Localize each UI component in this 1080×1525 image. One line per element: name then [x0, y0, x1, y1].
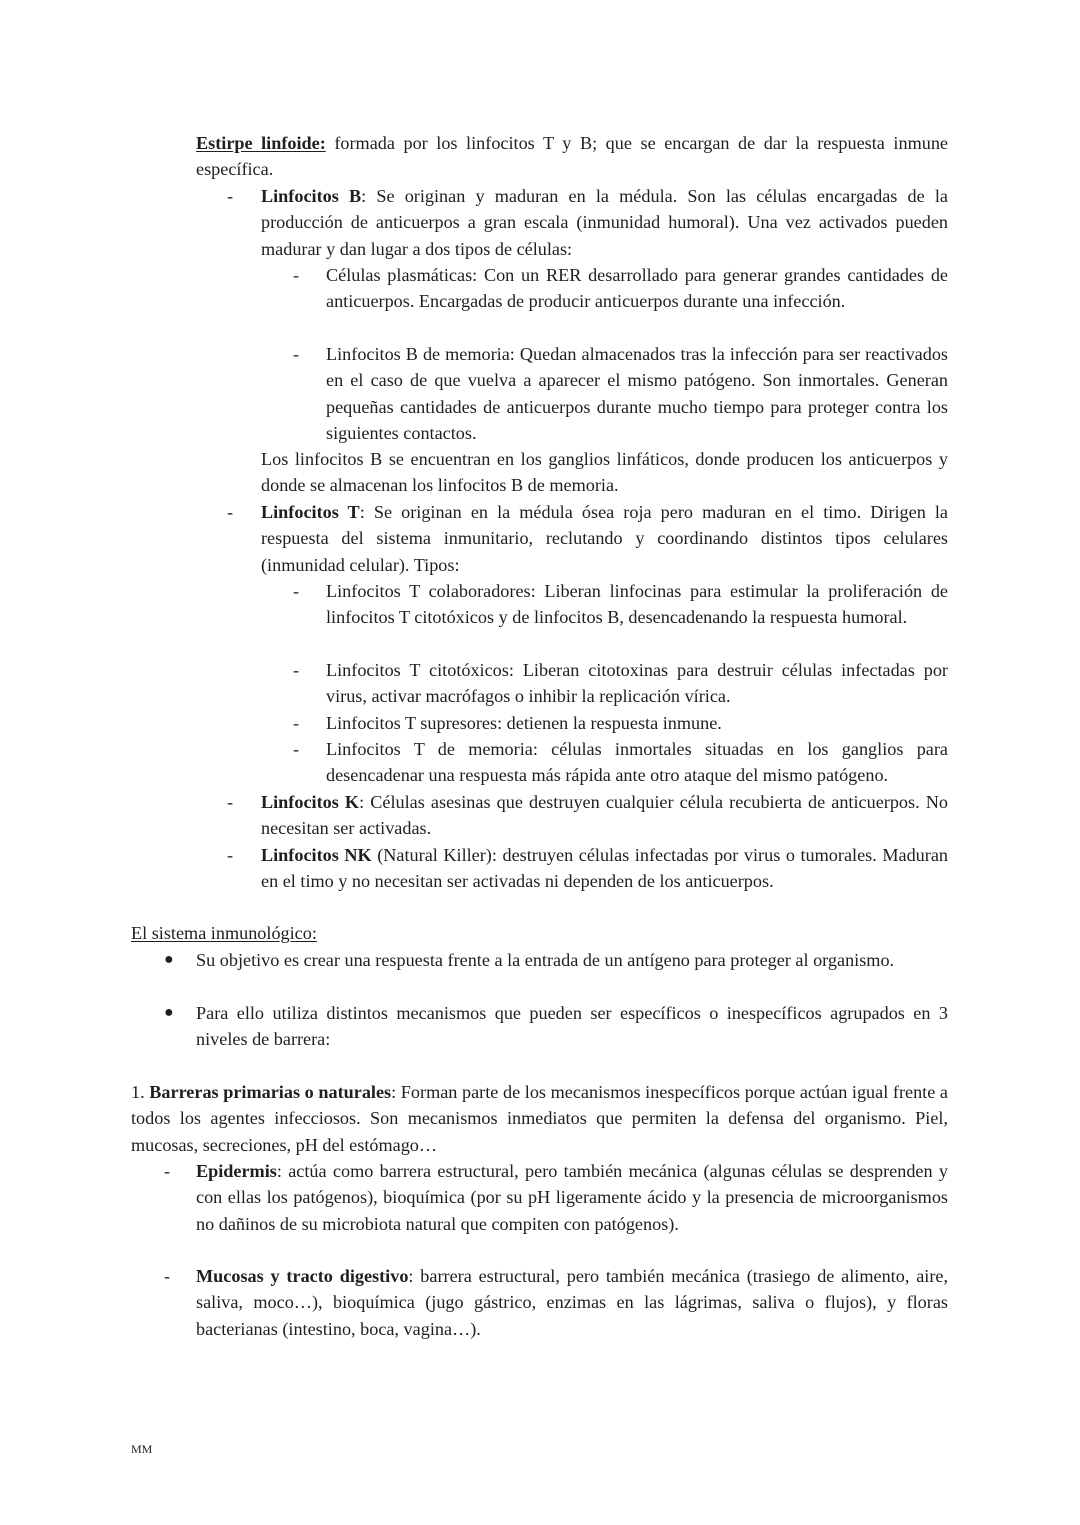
sistema-bullet-item: Su objetivo es crear una respuesta frente a la entrada de un antígeno para proteger al organismo. [196, 950, 895, 970]
linfocitos-k-item [261, 789, 948, 842]
linfocitos-b-sub-item: Células plasmáticas: Con un RER desarrollado para generar grandes cantidades de anticuerpos. Encargadas de producir anticuerpos durante una infección. [326, 265, 948, 312]
barreras-item-text: : actúa como barrera estructural, pero también mecánica (algunas células se desprenden y con ellas los patógenos), bioquímica (por su pH ligeramente ácido y la presencia de microorganismos no dañinos de su microbiota natural que compiten con patógenos). [196, 1161, 948, 1234]
dash-bullet: - [293, 344, 300, 364]
dash-bullet: - [293, 739, 300, 759]
linfocitos-b-text: : Se originan y maduran en la médula. Son las células encargadas de la producción de anticuerpos a gran escala (inmunidad humoral). Una vez activados pueden madurar y dan lugar a dos tipos de células: [261, 186, 949, 259]
sistema-bullet-item: Para ello utiliza distintos mecanismos que pueden ser específicos o inespecíficos agrupados en 3 niveles de barrera: [196, 1003, 948, 1050]
linfocitos-b-title: Linfocitos B [261, 186, 362, 206]
linfocitos-t-sub-item: Linfocitos T colaboradores: Liberan linfocinas para estimular la proliferación de linfocitos T citotóxicos y de linfocitos B, desencadenando la respuesta humoral. [326, 581, 948, 628]
dash-bullet: - [293, 713, 300, 733]
linfocitos-t-text: : Se originan en la médula ósea roja pero maduran en el timo. Dirigen la respuesta del sistema inmunitario, reclutando y coordinando distintos tipos celulares (inmunidad celular). Tipos: [261, 502, 948, 575]
linfocitos-t-title: Linfocitos T [261, 502, 360, 522]
dash-bullet: - [227, 186, 234, 206]
page-footer-initials: MM [131, 1442, 153, 1456]
barreras-item [196, 1158, 948, 1237]
linfocitos-b-note: Los linfocitos B se encuentran en los ganglios linfáticos, donde producen los anticuerpos y donde se almacenan los linfocitos B de memoria. [261, 449, 948, 496]
barreras-paragraph [131, 1079, 948, 1158]
linfoide-intro [196, 130, 948, 183]
dash-bullet: - [164, 1161, 171, 1181]
barreras-item-title: Mucosas y tracto digestivo [196, 1266, 409, 1286]
dash-bullet: - [227, 502, 234, 522]
dash-bullet: - [293, 265, 300, 285]
linfocitos-b-item [261, 183, 948, 262]
linfocitos-t-sub-item: Linfocitos T supresores: detienen la respuesta inmune. [326, 713, 722, 733]
dash-bullet: - [293, 660, 300, 680]
bullet-dot: ● [164, 951, 174, 968]
barreras-item-text: : barrera estructural, pero también mecánica (trasiego de alimento, aire, saliva, moco…), bioquímica (jugo gástrico, enzimas en las lágrimas, saliva o flujos), y floras bacterianas (intestino, boca, vagina…). [196, 1266, 948, 1339]
dash-bullet: - [293, 581, 300, 601]
dash-bullet: - [164, 1266, 171, 1286]
dash-bullet: - [227, 845, 234, 865]
linfocitos-nk-item [261, 842, 948, 895]
linfocitos-k-title: Linfocitos K [261, 792, 360, 812]
barreras-item [196, 1263, 948, 1342]
barreras-title: Barreras primarias o naturales [149, 1082, 392, 1102]
barreras-item-title: Epidermis [196, 1161, 277, 1181]
linfocitos-nk-text: (Natural Killer): destruyen células infectadas por virus o tumorales. Maduran en el timo y no necesitan ser activadas ni dependen de los anticuerpos. [261, 845, 948, 892]
linfocitos-t-sub-item: Linfocitos T citotóxicos: Liberan citotoxinas para destruir células infectadas por virus, activar macrófagos o inhibir la replicación vírica. [326, 660, 948, 707]
bullet-dot: ● [164, 1004, 174, 1021]
linfocitos-t-sub-item: Linfocitos T de memoria: células inmortales situadas en los ganglios para desencadenar una respuesta más rápida ante otro ataque del mismo patógeno. [326, 739, 948, 786]
linfocitos-nk-title: Linfocitos NK [261, 845, 372, 865]
barreras-text: : Forman parte de los mecanismos inespecíficos porque actúan igual frente a todos los agentes infecciosos. Son mecanismos inmediatos que permiten la defensa del organismo. Piel, mucosas, secreciones, pH del estómago… [131, 1082, 949, 1155]
barreras-number: 1. [131, 1082, 150, 1102]
linfocitos-t-item [261, 499, 948, 578]
sistema-heading: El sistema inmunológico: [131, 923, 317, 943]
linfocitos-k-text: : Células asesinas que destruyen cualquier célula recubierta de anticuerpos. No necesitan ser activadas. [261, 792, 948, 839]
linfocitos-b-sub-item: Linfocitos B de memoria: Quedan almacenados tras la infección para ser reactivados en el caso de que vuelva a aparecer el mismo patógeno. Son inmortales. Generan pequeñas cantidades de anticuerpos durante mucho tiempo para proteger contra los siguientes contactos. [326, 344, 948, 444]
linfoide-heading: Estirpe linfoide: [196, 133, 326, 153]
linfoide-intro-text: formada por los linfocitos T y B; que se encargan de dar la respuesta inmune específica. [196, 133, 948, 180]
dash-bullet: - [227, 792, 234, 812]
